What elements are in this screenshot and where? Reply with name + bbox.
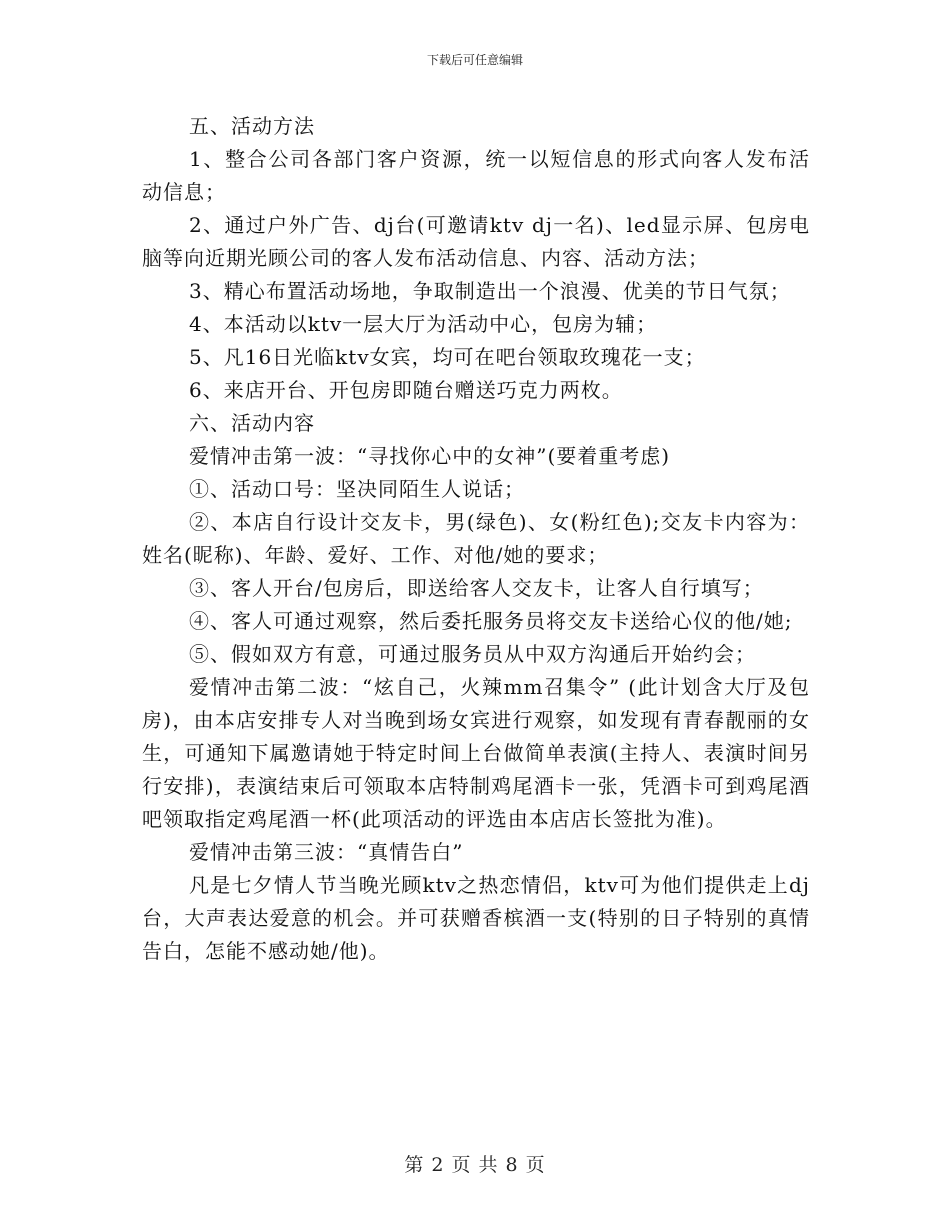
method-item-3: 3、精心布置活动场地，争取制造出一个浪漫、优美的节日气氛； — [189, 279, 791, 303]
method-item-2: 2、通过户外广告、dj台(可邀请ktv dj一名)、led显示屏、包房电脑等向近期光顾公司的客人发布活动信息、内容、活动方法； — [142, 213, 810, 270]
method-item-6: 6、来店开台、开包房即随台赠送巧克力两枚。 — [189, 378, 623, 402]
wave-1-title: 爱情冲击第一波：“寻找你心中的女神”(要着重考虑) — [189, 444, 671, 468]
method-item-5: 5、凡16日光临ktv女宾，均可在吧台领取玫瑰花一支； — [189, 345, 706, 369]
document-body — [142, 110, 810, 968]
wave-1-item-4: ④、客人可通过观察，然后委托服务员将交友卡送给心仪的他/她; — [189, 609, 793, 633]
method-item-1: 1、整合公司各部门客户资源，统一以短信息的形式向客人发布活动信息； — [142, 147, 810, 204]
method-item-4: 4、本活动以ktv一层大厅为活动中心，包房为辅； — [189, 312, 658, 336]
wave-1-item-3: ③、客人开台/包房后，即送给客人交友卡，让客人自行填写； — [189, 576, 764, 600]
wave-1-item-5: ⑤、假如双方有意，可通过服务员从中双方沟通后开始约会； — [189, 642, 756, 666]
page-number: 第 2 页 共 8 页 — [404, 1154, 546, 1176]
wave-3-paragraph: 凡是七夕情人节当晚光顾ktv之热恋情侣，ktv可为他们提供走上dj台，大声表达爱意的机会。并可获赠香槟酒一支(特别的日子特别的真情告白，怎能不感动她/他)。 — [142, 873, 810, 963]
wave-1-item-2: ②、本店自行设计交友卡，男(绿色)、女(粉红色);交友卡内容为：姓名(昵称)、年龄、爱好、工作、对他/她的要求； — [142, 510, 810, 567]
wave-3-title: 爱情冲击第三波：“真情告白” — [189, 840, 464, 864]
heading-activity-method: 五、活动方法 — [189, 114, 315, 138]
heading-activity-content: 六、活动内容 — [189, 411, 315, 435]
wave-2-paragraph: 爱情冲击第二波：“炫自己，火辣mm召集令” (此计划含大厅及包房)，由本店安排专人对当晚到场女宾进行观察，如发现有青春靓丽的女生，可通知下属邀请她于特定时间上台做简单表演(主持人、表演时间另行安排)，表演结束后可领取本店特制鸡尾酒卡一张，凭酒卡可到鸡尾酒吧领取指定鸡尾酒一杯(此项活动的评选由本店店长签批为准)。 — [142, 675, 810, 831]
wave-1-item-1: ①、活动口号：坚决同陌生人说话； — [189, 477, 525, 501]
page-header: 下载后可任意编辑 — [426, 53, 523, 67]
